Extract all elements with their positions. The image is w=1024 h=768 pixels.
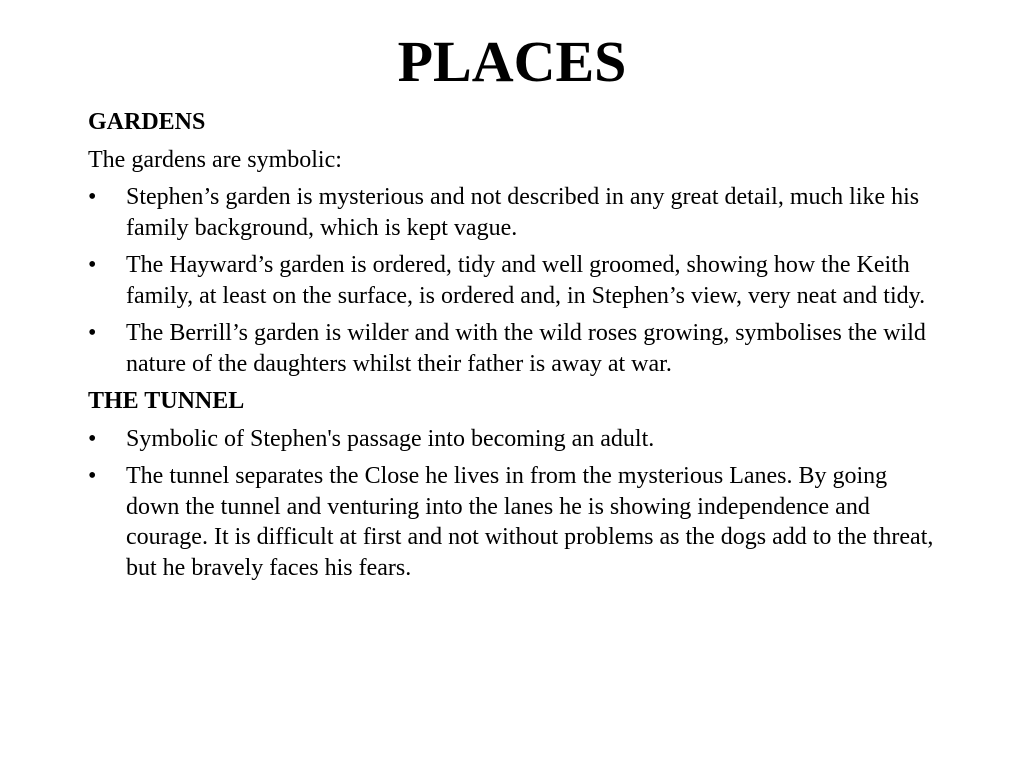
bullet-mark: • bbox=[88, 425, 97, 452]
slide-body bbox=[88, 107, 938, 590]
bullet-mark: • bbox=[88, 184, 97, 210]
tunnel-heading: THE TUNNEL bbox=[88, 388, 245, 414]
bullet-mark: • bbox=[88, 463, 97, 489]
gardens-heading: GARDENS bbox=[88, 109, 206, 135]
tunnel-bullet-symbolic bbox=[88, 424, 938, 455]
bullet-text: Symbolic of Stephen's passage into becoming an adult. bbox=[126, 425, 655, 452]
gardens-bullet-stephen bbox=[88, 182, 938, 243]
bullet-text: The tunnel separates the Close he lives in from the mysterious Lanes. By going down the tunnel and venturing into the lanes he is showing independence and courage. It is difficult at first and not without problems as the dogs add to the threat, but he bravely faces his fears. bbox=[126, 463, 934, 581]
slide-title: PLACES bbox=[397, 29, 627, 94]
bullet-text: Stephen’s garden is mysterious and not described in any great detail, much like his family background, which is kept vague. bbox=[126, 184, 920, 241]
bullet-text: The Hayward’s garden is ordered, tidy and well groomed, showing how the Keith family, at least on the surface, is ordered and, in Stephen’s view, very neat and tidy. bbox=[126, 252, 926, 309]
bullet-mark: • bbox=[88, 252, 97, 278]
gardens-bullet-berrill bbox=[88, 318, 938, 379]
bullet-mark: • bbox=[88, 320, 97, 346]
tunnel-bullet-separates bbox=[88, 461, 938, 583]
gardens-bullet-hayward bbox=[88, 250, 938, 311]
gardens-intro: The gardens are symbolic: bbox=[88, 146, 342, 173]
bullet-text: The Berrill’s garden is wilder and with the wild roses growing, symbolises the wild nature of the daughters whilst their father is away at war. bbox=[126, 320, 926, 377]
